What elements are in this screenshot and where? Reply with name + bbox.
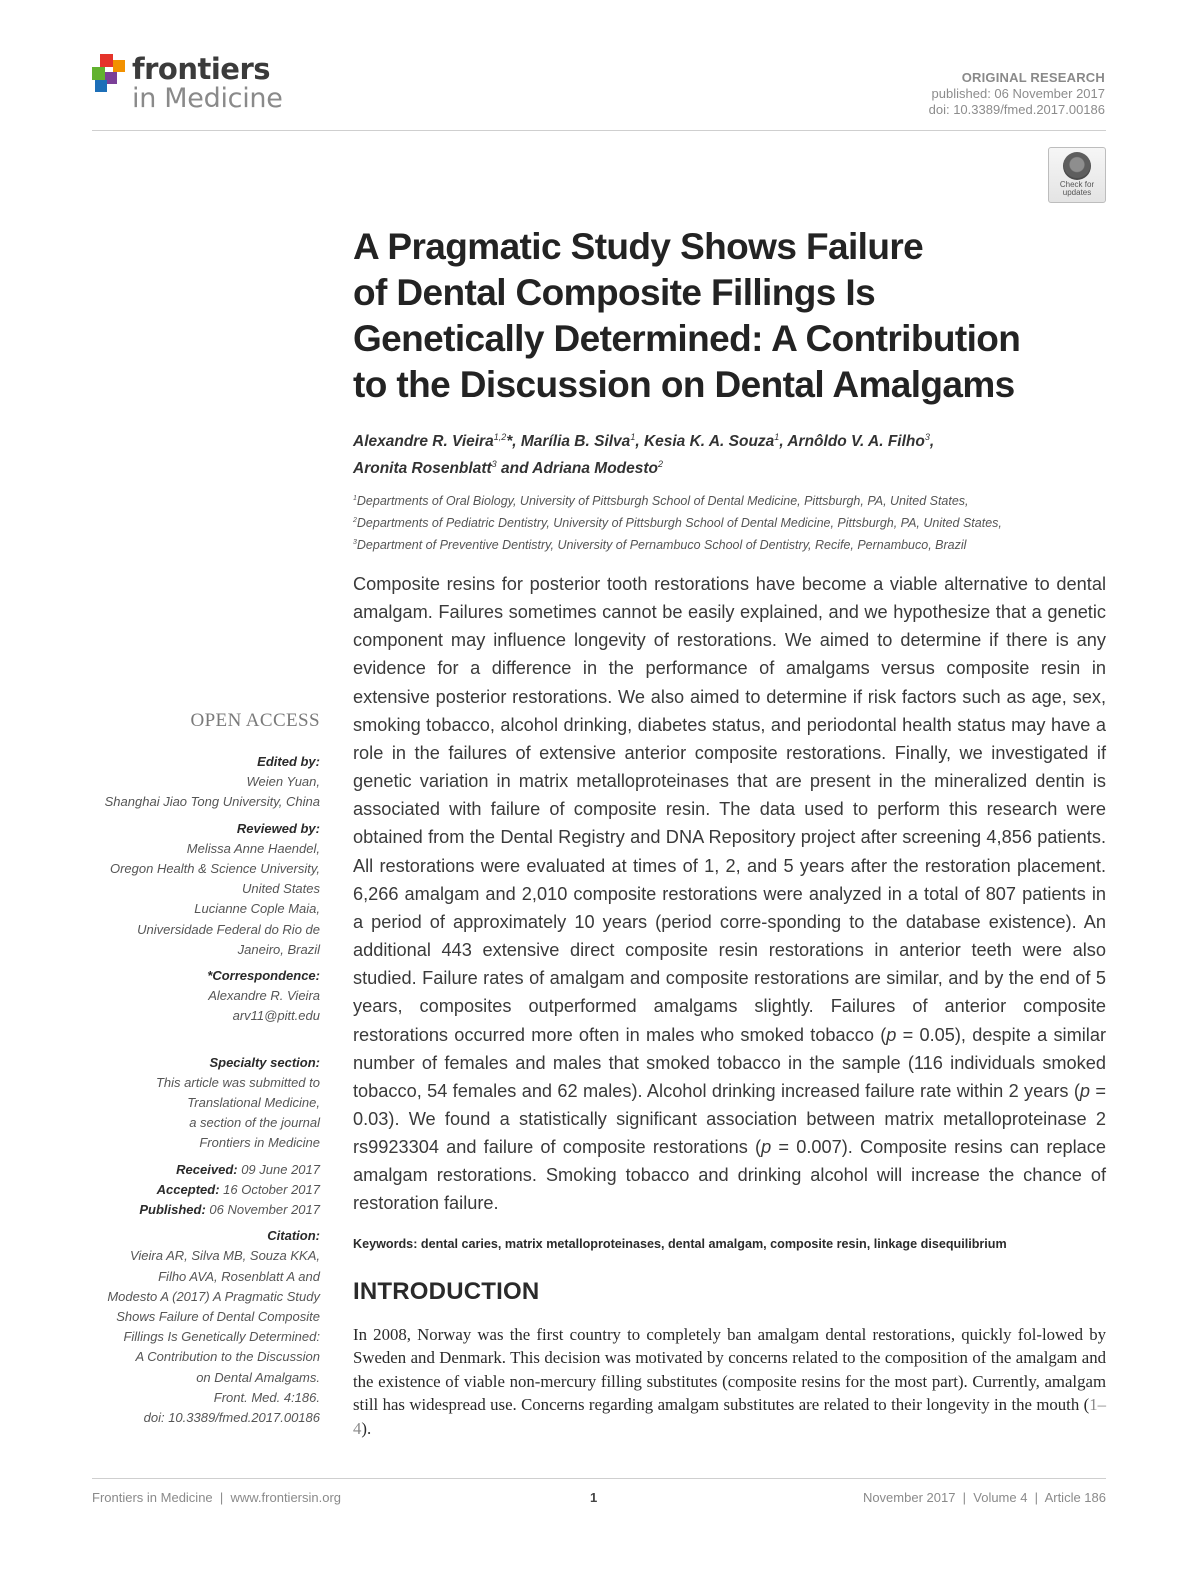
specialty-section-label: Specialty section: bbox=[209, 1054, 320, 1070]
title-line: to the Discussion on Dental Amalgams bbox=[353, 364, 1015, 405]
p-symbol: p bbox=[886, 1024, 897, 1045]
published-date-sidebar bbox=[80, 1200, 320, 1220]
page-number: 1 bbox=[590, 1490, 598, 1505]
author-affil-sup: 1,2 bbox=[493, 432, 507, 442]
received-value: 09 June 2017 bbox=[237, 1161, 320, 1177]
introduction-paragraph bbox=[353, 1323, 1106, 1440]
footer-journal-link[interactable]: Frontiers in Medicine | www.frontiersin.org bbox=[92, 1490, 342, 1505]
editor-line: Shanghai Jiao Tong University, China bbox=[104, 794, 320, 810]
reviewer-line: Oregon Health & Science University, bbox=[109, 861, 320, 877]
intro-text-tail: ). bbox=[361, 1418, 372, 1438]
author-name[interactable]: Marília B. Silva bbox=[520, 433, 631, 451]
reviewer-line: Universidade Federal do Rio de bbox=[137, 921, 320, 937]
accepted-label: Accepted: bbox=[156, 1181, 220, 1197]
keywords bbox=[353, 1235, 1113, 1253]
abstract-text: = 0.05), despite a similar number of females and males that smoked tobacco in the sample (116 individuals smoked tobacco, 54 females and 62 males). Alcohol drinking increased failure rate within 2 years ( bbox=[353, 1024, 1106, 1101]
reviewer-line: United States bbox=[241, 881, 320, 897]
abstract-text: = 0.03). We found a statistically significant association between matrix metalloproteinase 2 rs9923304 and failure of composite restorations ( bbox=[353, 1080, 1106, 1158]
reviewed-by-label: Reviewed by: bbox=[236, 820, 320, 836]
keywords-text: dental caries, matrix metalloproteinases, dental amalgam, composite resin, linkage disequilibrium bbox=[417, 1237, 1007, 1251]
published-value: 06 November 2017 bbox=[205, 1202, 320, 1218]
citation-block bbox=[80, 1226, 320, 1428]
open-access-label: OPEN ACCESS bbox=[190, 710, 320, 731]
citation-line: Front. Med. 4:186. bbox=[213, 1389, 320, 1405]
author-affil-sup: 1 bbox=[630, 432, 636, 442]
author-name[interactable]: and Adriana Modesto bbox=[496, 460, 658, 478]
published-date: published: 06 November 2017 bbox=[931, 86, 1105, 101]
specialty-line: This article was submitted to bbox=[155, 1074, 320, 1090]
edited-by-block bbox=[80, 752, 320, 813]
title-line: of Dental Composite Fillings Is bbox=[353, 272, 876, 313]
received-date bbox=[80, 1160, 320, 1180]
citation-line: A Contribution to the Discussion bbox=[135, 1349, 320, 1365]
specialty-line: a section of the journal bbox=[189, 1115, 320, 1131]
section-heading-introduction: INTRODUCTION bbox=[353, 1278, 540, 1305]
reviewer-line[interactable]: Lucianne Cople Maia, bbox=[194, 901, 320, 917]
check-for-updates-button[interactable] bbox=[1048, 147, 1106, 203]
specialty-line: Frontiers in Medicine bbox=[199, 1135, 320, 1151]
received-label: Received: bbox=[176, 1161, 238, 1177]
header-divider bbox=[92, 130, 1106, 131]
logo-text-frontiers: frontiers bbox=[132, 52, 271, 86]
affiliation-item bbox=[353, 511, 1113, 533]
footer-divider bbox=[92, 1478, 1106, 1479]
reference-link[interactable]: 1–4 bbox=[353, 1395, 1106, 1438]
affiliation-text: Department of Preventive Dentistry, University of Pernambuco School of Dentistry, Recife, Pernambuco, Brazil bbox=[356, 538, 967, 553]
author-name[interactable]: , Arnôldo V. A. Filho bbox=[779, 433, 925, 451]
citation-doi[interactable]: doi: 10.3389/fmed.2017.00186 bbox=[143, 1410, 320, 1426]
affiliation-item bbox=[353, 533, 1113, 555]
logo-text-journal: in Medicine bbox=[132, 83, 283, 114]
abstract-text: Composite resins for posterior tooth restorations have become a viable alternative to dental amalgam. Failures sometimes cannot be easily explained, and we hypothesize that a genetic component may influence longevity of restorations. We aimed to determine if there is any evidence for a difference in the performance of amalgams versus composite resin in extensive posterior restorations. We also aimed to determine if risk factors such as age, sex, smoking tobacco, alcohol drinking, diabetes status, and periodontal health status may have a role in the failures of extensive anterior composite restorations. Finally, we investigated if genetic variation in matrix metalloproteinases that are present in the mineralized dentin is associated with failure of composite resin. The data used to perform this research were obtained from the Dental Registry and DNA Repository project after screening 4,856 patients. All restorations were evaluated at times of 1, 2, and 5 years after the restoration placement. 6,266 amalgam and 2,010 composite restorations were analyzed in a total of 807 patients in a period of approximately 10 years (period corre-sponding to the database existence). An additional 443 extensive direct composite resin restorations in anterior teeth were also studied. Failure rates of amalgam and composite restorations are similar, and by the end of 5 years, composites outperformed amalgams slightly. Failures of anterior composite restorations occurred more often in males who smoked tobacco ( bbox=[353, 574, 1106, 1045]
keywords-label: Keywords: bbox=[353, 1237, 418, 1251]
title-line: Genetically Determined: A Contribution bbox=[353, 318, 1021, 359]
abstract bbox=[353, 570, 1106, 1218]
affiliation-sup: 3 bbox=[353, 539, 357, 547]
check-updates-line1: Check for bbox=[1059, 180, 1095, 189]
specialty-section-block bbox=[80, 1053, 320, 1154]
abstract-text: = 0.007). Composite resins can replace amalgam restorations. Smoking tobacco and drinking alcohol will increase the chance of restoration failure. bbox=[353, 1137, 1106, 1214]
affiliation-text: Departments of Pediatric Dentistry, University of Pittsburgh School of Dental Medicine, Pittsburgh, PA, United States, bbox=[356, 516, 1002, 531]
specialty-line: Translational Medicine, bbox=[187, 1095, 320, 1111]
affiliations bbox=[353, 489, 1113, 555]
reviewed-by-block bbox=[80, 819, 320, 960]
affiliation-sup: 2 bbox=[353, 517, 357, 525]
journal-logo bbox=[92, 52, 292, 122]
reviewer-line: Janeiro, Brazil bbox=[237, 941, 320, 957]
corresponding-mark: *, bbox=[506, 433, 521, 451]
author-affil-sup: 2 bbox=[658, 459, 664, 470]
author-name[interactable]: Aronita Rosenblatt bbox=[353, 460, 492, 478]
citation-line: Filho AVA, Rosenblatt A and bbox=[158, 1268, 320, 1284]
author-list bbox=[353, 426, 1113, 480]
footer-issue-info: November 2017 | Volume 4 | Article 186 bbox=[862, 1490, 1106, 1505]
citation-line: Modesto A (2017) A Pragmatic Study bbox=[107, 1288, 320, 1304]
citation-line: Shows Failure of Dental Composite bbox=[116, 1309, 320, 1325]
article-type: ORIGINAL RESEARCH bbox=[961, 70, 1105, 85]
article-title bbox=[353, 224, 1133, 408]
correspondence-block bbox=[80, 966, 320, 1027]
author-affil-sup: 3 bbox=[924, 432, 930, 442]
sidebar bbox=[80, 708, 320, 1434]
affiliation-sup: 1 bbox=[353, 495, 357, 502]
edited-by-label: Edited by: bbox=[257, 754, 320, 769]
editor-line[interactable]: Weien Yuan, bbox=[246, 774, 320, 790]
reviewer-line[interactable]: Melissa Anne Haendel, bbox=[186, 840, 320, 856]
citation-line: Vieira AR, Silva MB, Souza KKA, bbox=[129, 1248, 320, 1264]
p-symbol: p bbox=[1079, 1080, 1091, 1101]
accepted-date bbox=[80, 1180, 320, 1200]
dates-block bbox=[80, 1160, 320, 1221]
author-name[interactable]: , Kesia K. A. Souza bbox=[635, 433, 775, 451]
correspondence-email[interactable]: arv11@pitt.edu bbox=[232, 1008, 320, 1024]
correspondence-name[interactable]: Alexandre R. Vieira bbox=[208, 988, 320, 1004]
author-name[interactable]: Alexandre R. Vieira bbox=[353, 433, 494, 451]
author-affil-sup: 3 bbox=[491, 459, 497, 470]
p-symbol: p bbox=[761, 1137, 772, 1158]
doi-link[interactable]: doi: 10.3389/fmed.2017.00186 bbox=[928, 102, 1105, 117]
citation-label: Citation: bbox=[267, 1228, 320, 1244]
accepted-value: 16 October 2017 bbox=[219, 1181, 320, 1197]
frontiers-logo-icon bbox=[92, 54, 132, 94]
article-meta bbox=[929, 70, 1105, 118]
citation-line: Fillings Is Genetically Determined: bbox=[123, 1329, 320, 1345]
published-label: Published: bbox=[139, 1202, 206, 1218]
author-separator: , bbox=[929, 433, 935, 451]
title-line: A Pragmatic Study Shows Failure bbox=[353, 226, 924, 267]
author-affil-sup: 1 bbox=[774, 432, 780, 442]
correspondence-label: *Correspondence: bbox=[207, 968, 320, 984]
affiliation-text: Departments of Oral Biology, University of Pittsburgh School of Dental Medicine, Pittsburgh, PA, United States, bbox=[356, 494, 969, 509]
intro-text: In 2008, Norway was the first country to completely ban amalgam dental restorations, quickly fol-lowed by Sweden and Denmark. This decision was motivated by concerns related to the composition of the amalgam and the existence of viable non-mercury filling substitutes (composite resins for the most part). Currently, amalgam still has widespread use. Concerns regarding amalgam substitutes are related to their longevity in the mouth ( bbox=[353, 1325, 1106, 1415]
spacer bbox=[80, 1033, 320, 1053]
crossmark-icon bbox=[1063, 152, 1091, 180]
affiliation-item bbox=[353, 489, 1113, 511]
citation-line: on Dental Amalgams. bbox=[196, 1369, 320, 1385]
check-updates-line2: updates bbox=[1062, 188, 1092, 197]
